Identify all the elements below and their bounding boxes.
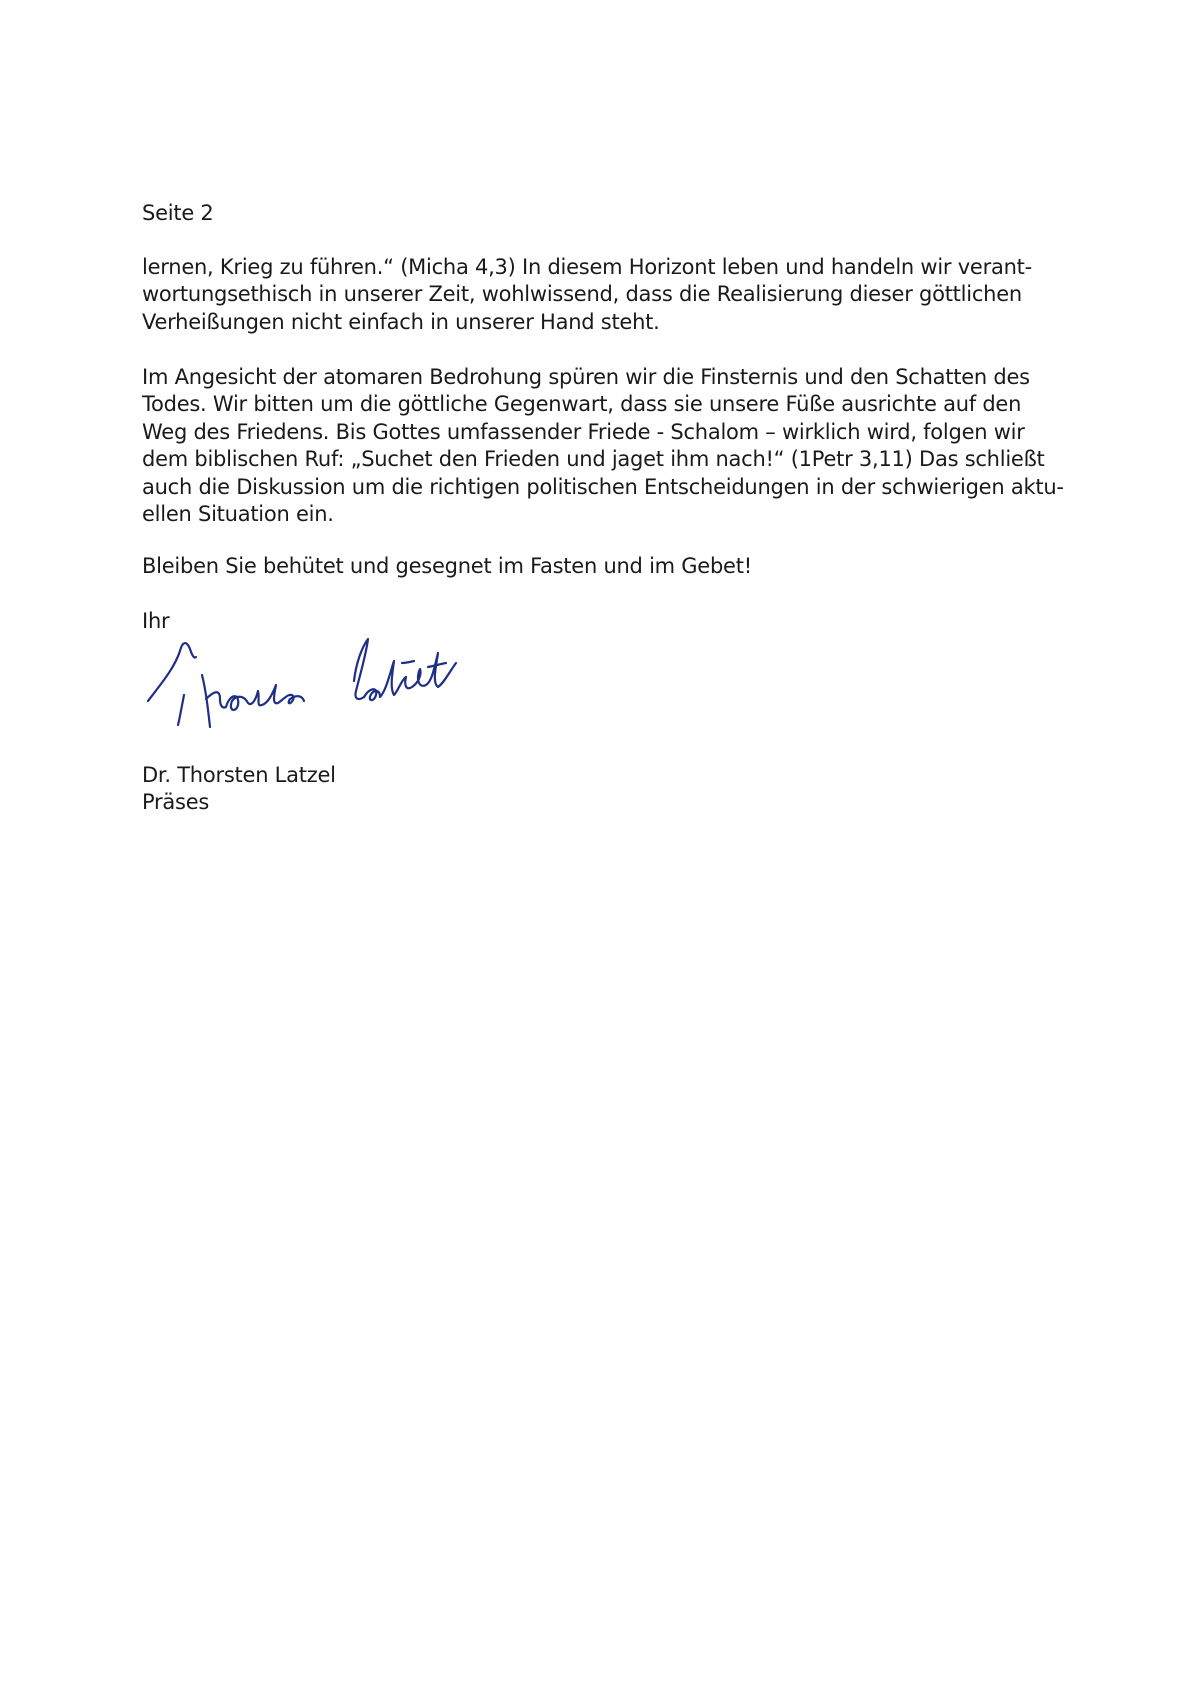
paragraph-line: ellen Situation ein. — [142, 502, 334, 527]
paragraph-line: Todes. Wir bitten um die göttliche Gegenwart, dass sie unsere Füße ausrichte auf den — [142, 392, 1022, 417]
signature-strokes — [148, 639, 456, 727]
paragraph-2 — [142, 364, 1064, 528]
paragraph-line: Im Angesicht der atomaren Bedrohung spüren wir die Finsternis und den Schatten des — [142, 365, 1030, 389]
handwritten-signature — [140, 633, 480, 743]
paragraph-1 — [142, 254, 1032, 336]
signer-name: Dr. Thorsten Latzel — [142, 763, 336, 787]
paragraph-line: wortungsethisch in unserer Zeit, wohlwissend, dass die Realisierung dieser göttlichen — [142, 282, 1022, 307]
salutation: Ihr — [142, 609, 170, 633]
page-number: Seite 2 — [142, 201, 214, 225]
signer-title: Präses — [142, 790, 210, 815]
signer-block — [142, 762, 336, 817]
closing-line: Bleiben Sie behütet und gesegnet im Fasten und im Gebet! — [142, 554, 752, 578]
paragraph-line: dem biblischen Ruf: „Suchet den Frieden und jaget ihm nach!“ (1Petr 3,11) Das schließt — [142, 447, 1045, 472]
paragraph-line: auch die Diskussion um die richtigen politischen Entscheidungen in der schwierigen aktu- — [142, 474, 1064, 499]
paragraph-line: lernen, Krieg zu führen.“ (Micha 4,3) In diesem Horizont leben und handeln wir verant- — [142, 255, 1032, 279]
paragraph-line: Verheißungen nicht einfach in unserer Hand steht. — [142, 309, 660, 334]
paragraph-line: Weg des Friedens. Bis Gottes umfassender Friede - Schalom – wirklich wird, folgen wir — [142, 419, 1025, 444]
